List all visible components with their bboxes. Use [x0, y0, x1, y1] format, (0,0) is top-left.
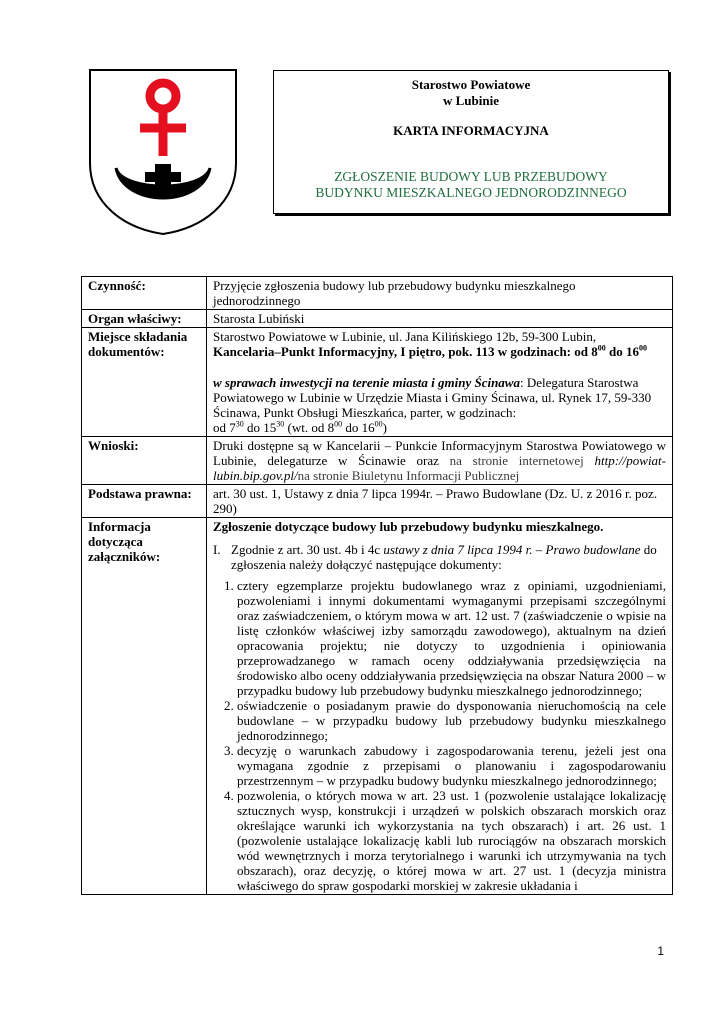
- list-item: 3. decyzję o warunkach zabudowy i zagospodarowania terenu, jeżeli jest ona wymagana zgodnie z przepisami o planowaniu i zagospodarowaniu przestrzennym – w przypadku budowy budynku mieszkalnego jednorodzinnego;: [237, 743, 666, 788]
- section-number: I.: [213, 542, 221, 557]
- info-table: [81, 276, 673, 895]
- row-informacja: [82, 518, 673, 895]
- kancelaria-hours: Kancelaria–Punkt Informacyjny, I piętro, pok. 113 w godzinach: od $8^{00}$ do $16^{00}$: [213, 343, 647, 359]
- office-location: w Lubinie: [443, 93, 499, 108]
- value-organ: Starosta Lubiński: [207, 310, 673, 328]
- subject-line-2: BUDYNKU MIESZKALNEGO JEDNORODZINNEGO: [315, 185, 627, 200]
- value-wnioski: Druki dostępne są w Kancelarii – Punkcie Informacyjnym Starostwa Powiatowego w Lubinie, delegaturze w Ścinawie oraz na stronie internetowej http://powiat-lubin.bip.gov.pl/na stronie Biuletynu Informacji Publicznej: [207, 437, 673, 485]
- list-item: 4. pozwolenia, o których mowa w art. 23 ust. 1 (pozwolenie ustalające lokalizację sztucznych wysp, konstrukcji i urządzeń w polskich obszarach morskich oraz określające warunki ich wykorzystania na tych obszarach) i art. 26 ust. 1 (pozwolenie ustalające lokalizację kabli lub rurociągów na obszarach morskich wód wewnętrznych i morza terytorialnego i warunki ich utrzymywania na tych obszarach), oraz decyzję, o której mowa w art. 27 ust. 1 (decyzja ministra właściwego do spraw gospodarki morskiej w zakresie układania i: [237, 788, 666, 893]
- address-text: Starostwo Powiatowe w Lubinie, ul. Jana Kilińskiego 12b, 59-300 Lubin,: [213, 329, 597, 344]
- row-wnioski: [82, 437, 673, 485]
- label-organ: Organ właściwy:: [82, 310, 207, 328]
- section-intro: Zgodnie z art. 30 ust. 4b i 4c ustawy z dnia 7 lipca 1994 r. – Prawo budowlane do zgłoszenia należy dołączyć następujące dokumenty:: [231, 542, 657, 572]
- label-podstawa: Podstawa prawna:: [82, 485, 207, 518]
- office-name: Starostwo Powiatowe: [411, 77, 531, 92]
- value-informacja: [207, 518, 673, 895]
- row-miejsce: [82, 328, 673, 437]
- label-czynnosc: Czynność:: [82, 277, 207, 310]
- list-item: 1. cztery egzemplarze projektu budowlanego wraz z opiniami, uzgodnieniami, pozwoleniami i innymi dokumentami wymaganymi przepisami szczególnymi oraz zaświadczeniem, o którym mowa w art. 12 ust. 7 (zaświadczenie o wpisie na listę członków właściwej izby samorządu zawodowego), aktualnym na dzień opracowania projektu; nie dotyczy to uzgodnienia i opiniowania przeprowadzanego w ramach oceny oddziaływania przedsięwzięcia na środowisko albo oceny oddziaływania przedsięwzięcia na obszar Natura 2000 – w przypadku budowy lub przebudowy budynku mieszkalnego jednorodzinnego;: [237, 578, 666, 698]
- subject-line-1: ZGŁOSZENIE BUDOWY LUB PRZEBUDOWY: [334, 169, 608, 184]
- row-podstawa: [82, 485, 673, 518]
- label-informacja: Informacja dotycząca załączników:: [82, 518, 207, 895]
- row-czynnosc: [82, 277, 673, 310]
- row-organ: [82, 310, 673, 328]
- scinawa-hours: od $7^{30}$ do $15^{30}$ (wt. od $8^{00}$ do $16^{00}$): [213, 419, 387, 435]
- label-miejsce: Miejsce składania dokumentów:: [82, 328, 207, 437]
- label-wnioski: Wnioski:: [82, 437, 207, 485]
- page-number: 1: [657, 944, 664, 958]
- section-i: [213, 542, 666, 572]
- list-item: 2. oświadczenie o posiadanym prawie do dysponowania nieruchomością na cele budowlane – w przypadku budowy lub przebudowy budynku mieszkalnego jednorodzinnego;: [237, 698, 666, 743]
- document-type: KARTA INFORMACYJNA: [393, 123, 549, 138]
- documents-list: [213, 578, 666, 893]
- header-box: [273, 70, 669, 214]
- attachments-heading: Zgłoszenie dotyczące budowy lub przebudowy budynku mieszkalnego.: [213, 519, 604, 534]
- bip-link[interactable]: http://powiat-lubin.bip.gov.pl/: [213, 453, 666, 483]
- coat-of-arms-logo: [88, 68, 238, 236]
- scinawa-delegation: w sprawach inwestycji na terenie miasta i gminy Ścinawa: Delegatura Starostwa Powiatowego w Lubinie w Urzędzie Miasta i Gminy Ścinawa, ul. Rynek 17, 59-330 Ścinawa, Punkt Obsługi Mieszkańca, parter, w godzinach:: [213, 375, 652, 420]
- value-podstawa: art. 30 ust. 1, Ustawy z dnia 7 lipca 1994r. – Prawo Budowlane (Dz. U. z 2016 r. poz. 290): [207, 485, 673, 518]
- value-czynnosc: Przyjęcie zgłoszenia budowy lub przebudowy budynku mieszkalnego jednorodzinnego: [207, 277, 673, 310]
- value-miejsce: [207, 328, 673, 437]
